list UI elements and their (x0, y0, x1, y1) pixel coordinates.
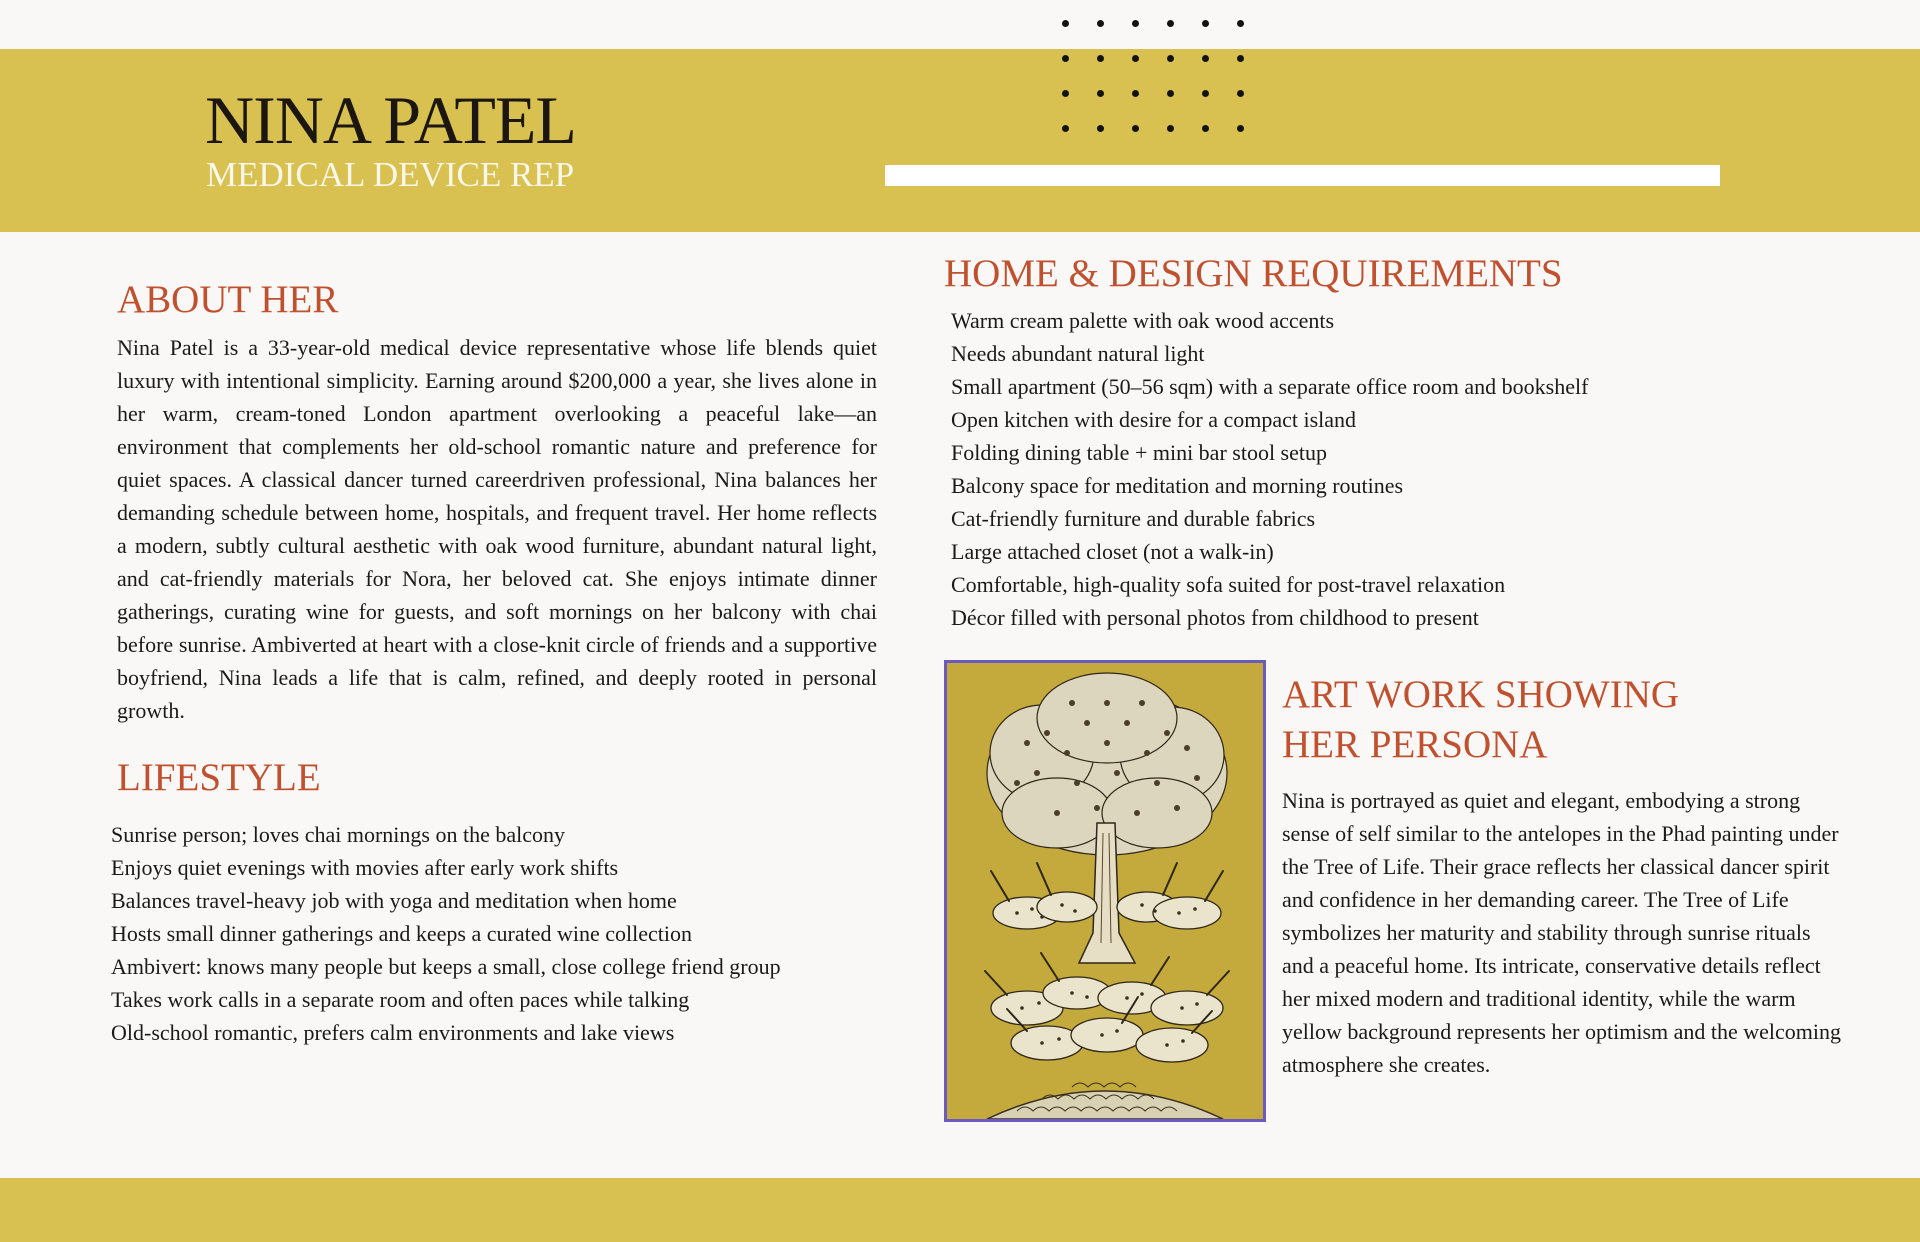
artwork-heading: ART WORK SHOWING HER PERSONA (1282, 673, 1680, 766)
lifestyle-item: Sunrise person; loves chai mornings on the balcony (111, 822, 565, 847)
requirement-item: Large attached closet (not a walk-in) (951, 539, 1274, 564)
requirement-item: Cat-friendly furniture and durable fabrics (951, 506, 1316, 531)
persona-role: MEDICAL DEVICE REP (206, 155, 575, 194)
about-body: Nina Patel is a 33-year-old medical device representative whose life blends quiet luxury with intentional simplicity. Earning around $200,000 a year, she lives alone in her warm, cream-toned London apartment overlooking a peaceful lake—an environment that complements her old-school romantic nature and preference for quiet spaces. A classical dancer turned careerdriven professional, Nina balances her demanding schedule between home, hospitals, and frequent travel. Her home reflects a modern, subtly cultural aesthetic with oak wood furniture, abundant natural light, and cat-friendly materials for Nora, her beloved cat. She enjoys intimate dinner gatherings, curating wine for guests, and soft mornings on her balcony with chai before sunrise. Ambiverted at heart with a close-knit circle of friends and a supportive boyfriend, Nina leads a life that is calm, refined, and deeply rooted in personal growth. (117, 335, 877, 723)
requirement-item: Needs abundant natural light (951, 341, 1205, 366)
footer-band (0, 1178, 1920, 1242)
lifestyle-item: Takes work calls in a separate room and often paces while talking (111, 987, 690, 1012)
phad-painting-image (944, 660, 1266, 1122)
decorative-white-bar (885, 165, 1720, 186)
home-requirements-heading: HOME & DESIGN REQUIREMENTS (944, 252, 1563, 295)
lifestyle-item: Hosts small dinner gatherings and keeps a curated wine collection (111, 921, 692, 946)
requirement-item: Décor filled with personal photos from childhood to present (951, 605, 1479, 630)
lifestyle-list (111, 818, 781, 1049)
requirement-item: Comfortable, high-quality sofa suited for post-travel relaxation (951, 572, 1506, 597)
about-heading: ABOUT HER (117, 278, 339, 321)
artwork-description: Nina is portrayed as quiet and elegant, embodying a strong sense of self similar to the antelopes in the Phad painting under the Tree of Life. Their grace reflects her classical dancer spirit and confidence in her demanding career. The Tree of Life symbolizes her maturity and stability through sunrise rituals and a peaceful home. Its intricate, conservative details reflect her mixed modern and traditional identity, while the warm yellow background represents her optimism and the welcoming atmosphere she creates. (1282, 788, 1842, 1077)
requirement-item: Folding dining table + mini bar stool setup (951, 440, 1327, 465)
requirement-item: Warm cream palette with oak wood accents (951, 308, 1335, 333)
home-requirements-list (951, 304, 1588, 634)
requirement-item: Open kitchen with desire for a compact island (951, 407, 1357, 432)
lifestyle-heading: LIFESTYLE (117, 756, 321, 799)
lifestyle-item: Balances travel-heavy job with yoga and meditation when home (111, 888, 677, 913)
lifestyle-item: Old-school romantic, prefers calm environments and lake views (111, 1020, 675, 1045)
persona-name: NINA PATEL (205, 82, 576, 158)
requirement-item: Balcony space for meditation and morning routines (951, 473, 1404, 498)
lifestyle-item: Enjoys quiet evenings with movies after early work shifts (111, 855, 619, 880)
requirement-item: Small apartment (50–56 sqm) with a separate office room and bookshelf (951, 374, 1589, 399)
decorative-dot-grid (1062, 20, 1254, 140)
lifestyle-item: Ambivert: knows many people but keeps a small, close college friend group (111, 954, 781, 979)
